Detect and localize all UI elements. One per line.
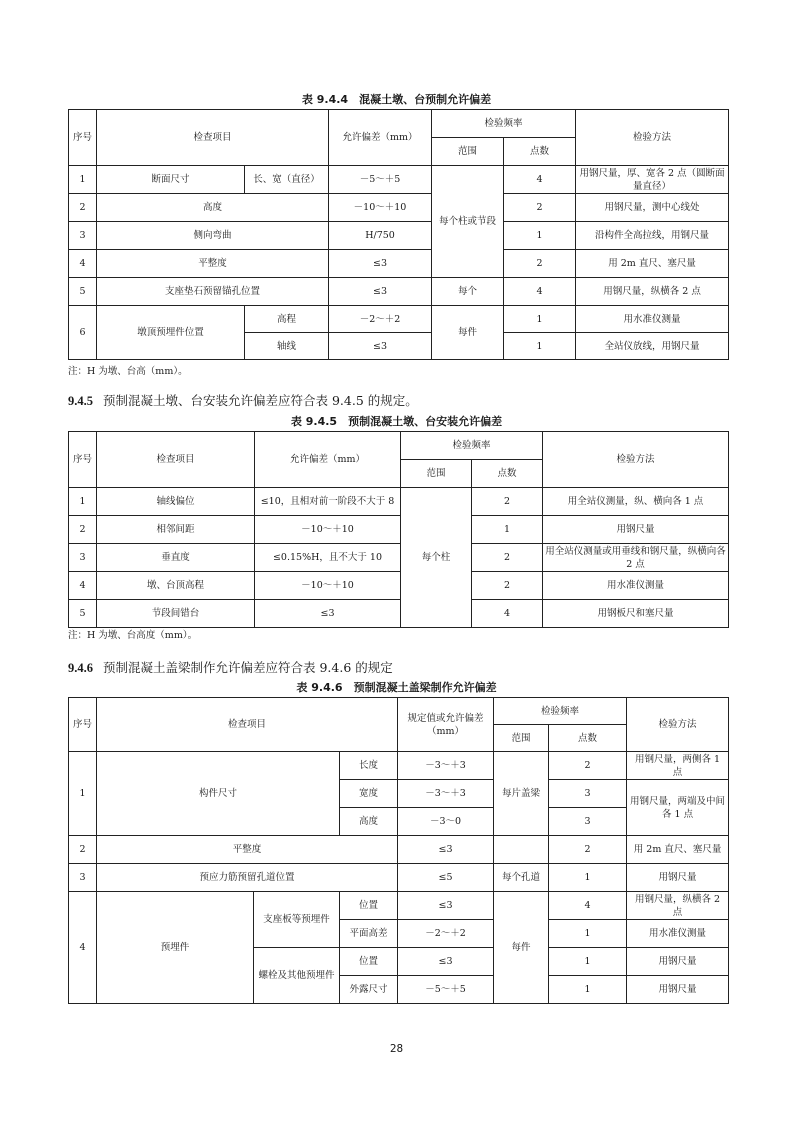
cell-no: 6 [69, 306, 97, 360]
cell-deviation: －2～＋2 [398, 920, 494, 948]
table-945 [68, 431, 729, 628]
cell-deviation: －10～＋10 [255, 516, 401, 544]
cell-no: 2 [69, 836, 97, 864]
cell-range: 每个 [432, 278, 504, 306]
cell-deviation: ≤5 [398, 864, 494, 892]
cell-item: 支座垫石预留锚孔位置 [97, 278, 329, 306]
table-row [69, 864, 729, 892]
cell-deviation: ≤0.15%H，且不大于 10 [255, 544, 401, 572]
cell-item: 垂直度 [97, 544, 255, 572]
cell-method: 用全站仪测量或用垂线和钢尺量，纵横向各 2 点 [543, 544, 729, 572]
cell-method: 全站仪放线，用钢尺量 [576, 333, 729, 360]
header-item: 检查项目 [97, 110, 329, 166]
cell-points: 4 [472, 600, 543, 628]
cell-item: 平整度 [97, 250, 329, 278]
cell-deviation: ≤10，且相对前一阶段不大于 8 [255, 488, 401, 516]
table-row [69, 278, 729, 306]
cell-deviation: －5～＋5 [398, 976, 494, 1004]
cell-no: 1 [69, 752, 97, 836]
cell-subitem: 平面高差 [340, 920, 398, 948]
table-row [69, 194, 729, 222]
table-945-caption: 表 9.4.5 预制混凝土墩、台安装允许偏差 [290, 415, 503, 428]
cell-item: 轴线偏位 [97, 488, 255, 516]
header-item: 检查项目 [97, 698, 398, 752]
table-946-caption: 表 9.4.6 预制混凝土盖梁制作允许偏差 [296, 681, 497, 694]
cell-subitem: 长度 [340, 752, 398, 780]
cell-no: 3 [69, 222, 97, 250]
cell-no: 5 [69, 600, 97, 628]
cell-item: 断面尺寸 [97, 166, 245, 194]
cell-deviation: －5～＋5 [329, 166, 432, 194]
cell-method: 沿构件全高拉线，用钢尺量 [576, 222, 729, 250]
cell-points: 4 [549, 892, 627, 920]
cell-group: 支座板等预埋件 [254, 892, 340, 948]
cell-subitem: 高程 [245, 306, 329, 333]
cell-deviation: ≤3 [255, 600, 401, 628]
header-frequency: 检验频率 [494, 698, 627, 725]
cell-item: 墩顶预埋件位置 [97, 306, 245, 360]
table-row [69, 166, 729, 194]
cell-item: 预应力筋预留孔道位置 [97, 864, 398, 892]
cell-deviation: ≤3 [398, 836, 494, 864]
cell-no: 4 [69, 572, 97, 600]
cell-group: 螺栓及其他预埋件 [254, 948, 340, 1004]
header-deviation: 允许偏差（mm） [329, 110, 432, 166]
cell-points: 2 [472, 544, 543, 572]
header-frequency: 检验频率 [401, 432, 543, 460]
cell-subitem: 轴线 [245, 333, 329, 360]
cell-item: 预埋件 [97, 892, 254, 1004]
cell-points: 2 [549, 752, 627, 780]
table-944 [68, 109, 729, 360]
section-946-text: 预制混凝土盖梁制作允许偏差应符合表 9.4.6 的规定 [103, 660, 393, 675]
cell-points: 2 [472, 488, 543, 516]
cell-range: 每个柱或节段 [432, 166, 504, 278]
cell-deviation: H/750 [329, 222, 432, 250]
cell-deviation: －10～＋10 [329, 194, 432, 222]
cell-no: 2 [69, 516, 97, 544]
cell-deviation: ≤3 [398, 892, 494, 920]
cell-deviation: ≤3 [329, 278, 432, 306]
cell-points: 1 [504, 333, 576, 360]
cell-method: 用钢尺量，测中心线处 [576, 194, 729, 222]
cell-method: 用 2m 直尺、塞尺量 [576, 250, 729, 278]
cell-subitem: 位置 [340, 948, 398, 976]
table-row [69, 250, 729, 278]
section-945-text: 预制混凝土墩、台安装允许偏差应符合表 9.4.5 的规定。 [103, 393, 418, 408]
cell-points: 1 [472, 516, 543, 544]
cell-no: 3 [69, 864, 97, 892]
cell-range: 每个孔道 [494, 864, 549, 892]
cell-no: 2 [69, 194, 97, 222]
cell-method: 用钢尺量，两端及中间各 1 点 [627, 780, 729, 836]
cell-method: 用钢板尺和塞尺量 [543, 600, 729, 628]
table-row [69, 752, 729, 780]
cell-points: 1 [549, 948, 627, 976]
cell-no: 4 [69, 892, 97, 1004]
cell-subitem: 位置 [340, 892, 398, 920]
header-frequency: 检验频率 [432, 110, 576, 138]
header-method: 检验方法 [543, 432, 729, 488]
cell-points: 2 [504, 194, 576, 222]
table-946 [68, 697, 729, 1004]
header-deviation: 规定值或允许偏差（mm） [398, 698, 494, 752]
cell-subitem: 宽度 [340, 780, 398, 808]
cell-method: 用钢尺量，厚、宽各 2 点（圆断面量直径） [576, 166, 729, 194]
cell-deviation: ≤3 [329, 333, 432, 360]
cell-points: 4 [504, 166, 576, 194]
cell-item: 侧向弯曲 [97, 222, 329, 250]
cell-method: 用全站仪测量，纵、横向各 1 点 [543, 488, 729, 516]
cell-no: 1 [69, 488, 97, 516]
cell-method: 用水准仪测量 [627, 920, 729, 948]
table-row [69, 572, 729, 600]
cell-item: 平整度 [97, 836, 398, 864]
cell-method: 用水准仪测量 [543, 572, 729, 600]
section-945 [68, 391, 418, 409]
cell-points: 2 [504, 250, 576, 278]
cell-method: 用钢尺量，纵横各 2 点 [576, 278, 729, 306]
cell-method: 用钢尺量 [627, 864, 729, 892]
cell-points: 1 [549, 920, 627, 948]
cell-range: 每件 [432, 306, 504, 360]
table-row [69, 544, 729, 572]
header-points: 点数 [472, 460, 543, 488]
table-row [69, 306, 729, 333]
cell-method: 用水准仪测量 [576, 306, 729, 333]
table-944-note: 注：H 为墩、台高（mm）。 [68, 366, 188, 377]
cell-method: 用 2m 直尺、塞尺量 [627, 836, 729, 864]
cell-deviation: －10～＋10 [255, 572, 401, 600]
cell-range: 每片盖梁 [494, 752, 549, 836]
table-945-note: 注：H 为墩、台高度（mm）。 [68, 630, 198, 641]
header-range: 范围 [494, 725, 549, 752]
header-no: 序号 [69, 432, 97, 488]
cell-range: 每个柱 [401, 488, 472, 628]
cell-deviation: ≤3 [329, 250, 432, 278]
page-number: 28 [389, 1042, 404, 1055]
cell-method: 用钢尺量，两侧各 1 点 [627, 752, 729, 780]
cell-points: 2 [472, 572, 543, 600]
header-points: 点数 [504, 138, 576, 166]
table-row [69, 600, 729, 628]
header-no: 序号 [69, 698, 97, 752]
table-row [69, 836, 729, 864]
header-deviation: 允许偏差（mm） [255, 432, 401, 488]
header-range: 范围 [401, 460, 472, 488]
header-no: 序号 [69, 110, 97, 166]
cell-item: 墩、台顶高程 [97, 572, 255, 600]
cell-item: 相邻间距 [97, 516, 255, 544]
cell-no: 1 [69, 166, 97, 194]
cell-range: 每件 [494, 892, 549, 1004]
cell-subitem: 外露尺寸 [340, 976, 398, 1004]
header-item: 检查项目 [97, 432, 255, 488]
cell-method: 用钢尺量 [627, 948, 729, 976]
cell-deviation: －3～＋3 [398, 780, 494, 808]
cell-points: 1 [504, 222, 576, 250]
section-945-number: 9.4.5 [68, 394, 93, 408]
cell-points: 1 [549, 976, 627, 1004]
cell-points: 1 [549, 864, 627, 892]
cell-item: 节段间错台 [97, 600, 255, 628]
cell-points: 1 [504, 306, 576, 333]
section-946-number: 9.4.6 [68, 661, 93, 675]
table-row [69, 516, 729, 544]
table-row [69, 488, 729, 516]
header-method: 检验方法 [627, 698, 729, 752]
cell-subitem: 长、宽（直径） [245, 166, 329, 194]
cell-deviation: －3～0 [398, 808, 494, 836]
table-row [69, 892, 729, 920]
cell-item: 高度 [97, 194, 329, 222]
cell-subitem: 高度 [340, 808, 398, 836]
header-method: 检验方法 [576, 110, 729, 166]
cell-no: 3 [69, 544, 97, 572]
cell-points: 3 [549, 780, 627, 808]
header-points: 点数 [549, 725, 627, 752]
cell-method: 用钢尺量 [627, 976, 729, 1004]
cell-item: 构件尺寸 [97, 752, 340, 836]
table-row [69, 222, 729, 250]
cell-points: 3 [549, 808, 627, 836]
table-944-caption: 表 9.4.4 混凝土墩、台预制允许偏差 [301, 93, 492, 106]
cell-method: 用钢尺量，纵横各 2 点 [627, 892, 729, 920]
cell-no: 5 [69, 278, 97, 306]
section-946 [68, 658, 393, 676]
cell-range [494, 836, 549, 864]
cell-method: 用钢尺量 [543, 516, 729, 544]
cell-deviation: ≤3 [398, 948, 494, 976]
header-range: 范围 [432, 138, 504, 166]
cell-no: 4 [69, 250, 97, 278]
cell-deviation: －3～＋3 [398, 752, 494, 780]
cell-deviation: －2～＋2 [329, 306, 432, 333]
cell-points: 2 [549, 836, 627, 864]
cell-points: 4 [504, 278, 576, 306]
